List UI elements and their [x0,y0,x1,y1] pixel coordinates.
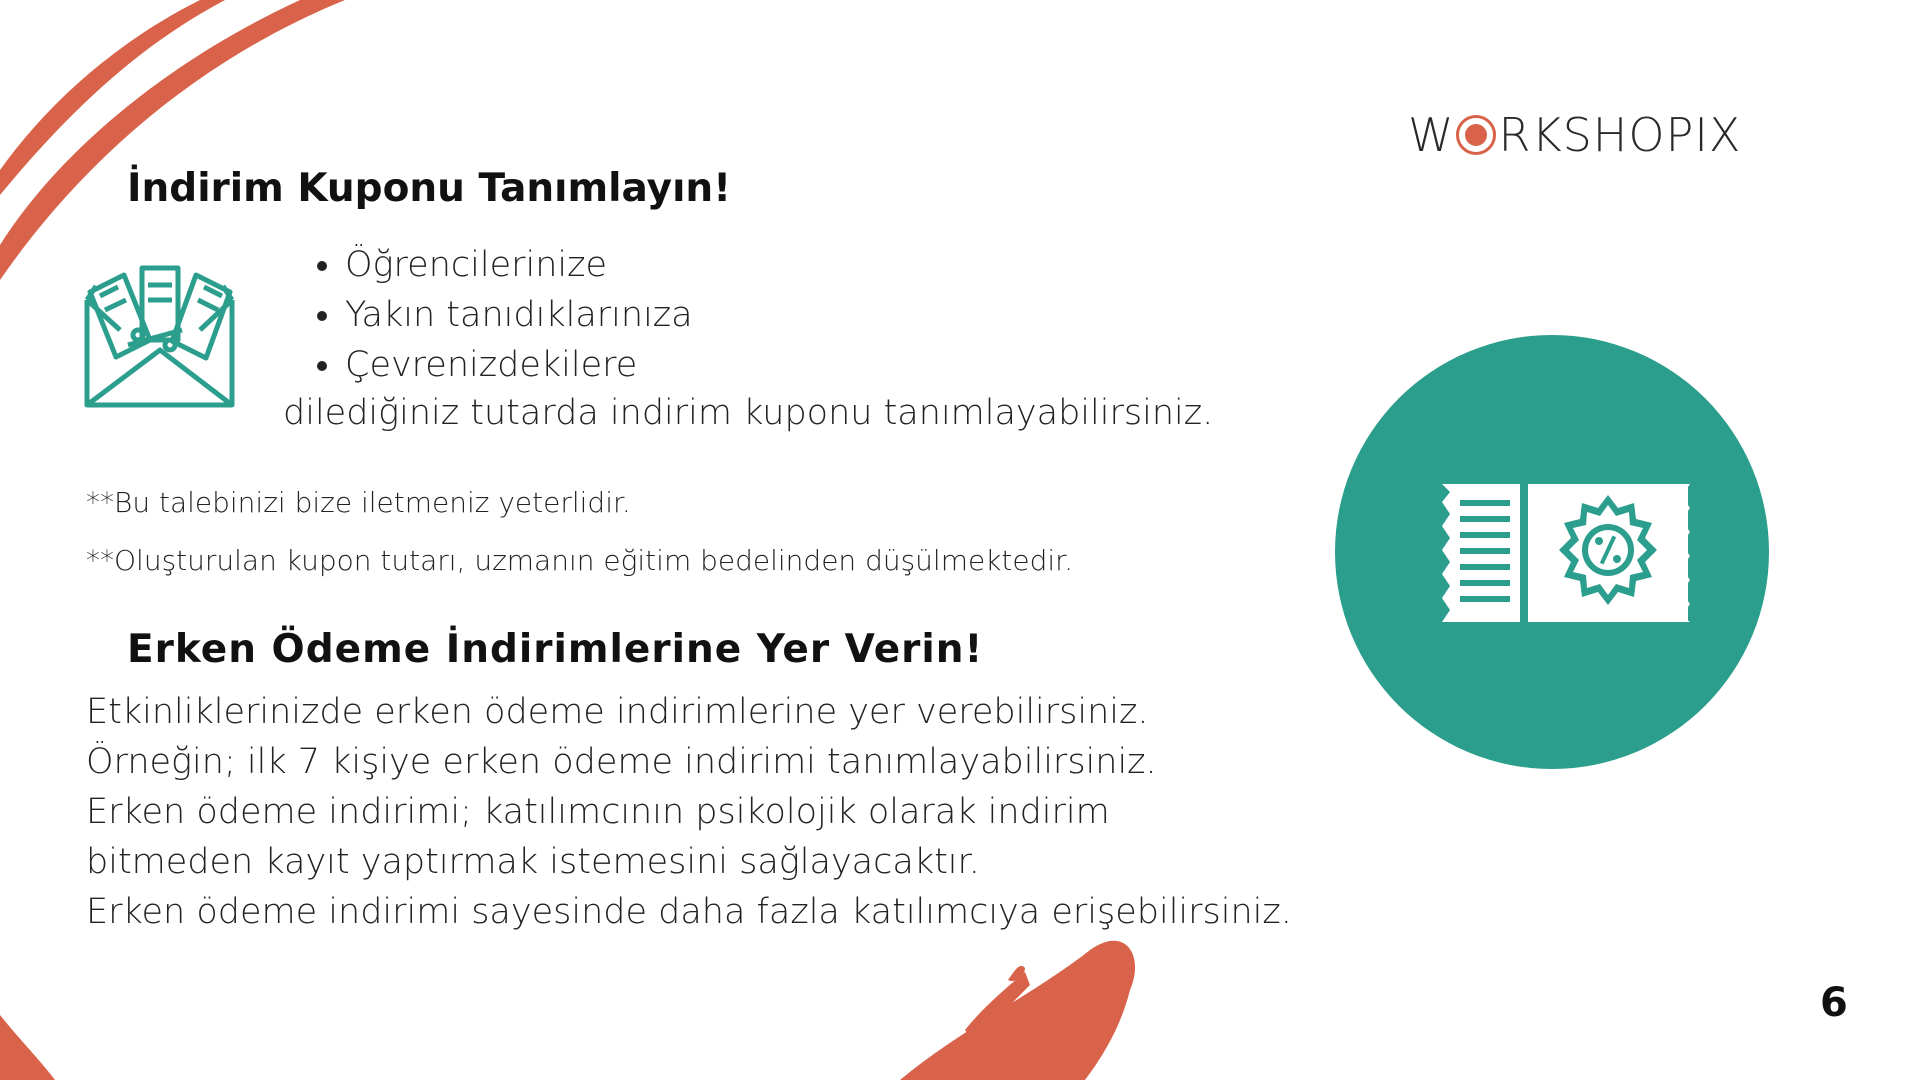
list-item: Öğrencilerinize [345,240,693,290]
early-payment-line: bitmeden kayıt yaptırmak istemesini sağlayacaktır. [86,842,980,882]
discount-ticket-icon [1442,484,1690,622]
brush-stroke-top-left [0,0,345,280]
coupon-section-title: İndirim Kuponu Tanımlayın! [127,166,731,211]
logo-text-rest: RKSHOPIX [1498,108,1742,162]
logo-text-first: W [1408,108,1455,162]
page-number: 6 [1820,980,1848,1026]
workshopix-logo [1408,108,1742,162]
coupon-target-list [345,240,693,390]
early-payment-title: Erken Ödeme İndirimlerine Yer Verin! [127,627,984,672]
brush-stroke-bottom-left [0,1015,55,1080]
envelope-coupons-icon [87,268,232,405]
list-item: Yakın tanıdıklarınıza [345,290,693,340]
list-item: Çevrenizdekilere [345,340,693,390]
coupon-note-2: **Oluşturulan kupon tutarı, uzmanın eğitim bedelinden düşülmektedir. [86,544,1074,577]
early-payment-line: Erken ödeme indirimi; katılımcının psikolojik olarak indirim [86,792,1110,832]
brush-stroke-bottom-center [900,941,1135,1080]
coupon-summary: dilediğiniz tutarda indirim kuponu tanımlayabilirsiniz. [283,393,1214,433]
early-payment-line: Erken ödeme indirimi sayesinde daha fazla katılımcıya erişebilirsiniz. [86,892,1292,932]
early-payment-line: Örneğin; ilk 7 kişiye erken ödeme indirimi tanımlayabilirsiniz. [86,742,1157,782]
logo-o-circle-icon [1456,115,1496,155]
early-payment-line: Etkinliklerinizde erken ödeme indirimlerine yer verebilirsiniz. [86,692,1149,732]
coupon-note-1: **Bu talebinizi bize iletmeniz yeterlidir. [86,486,631,519]
